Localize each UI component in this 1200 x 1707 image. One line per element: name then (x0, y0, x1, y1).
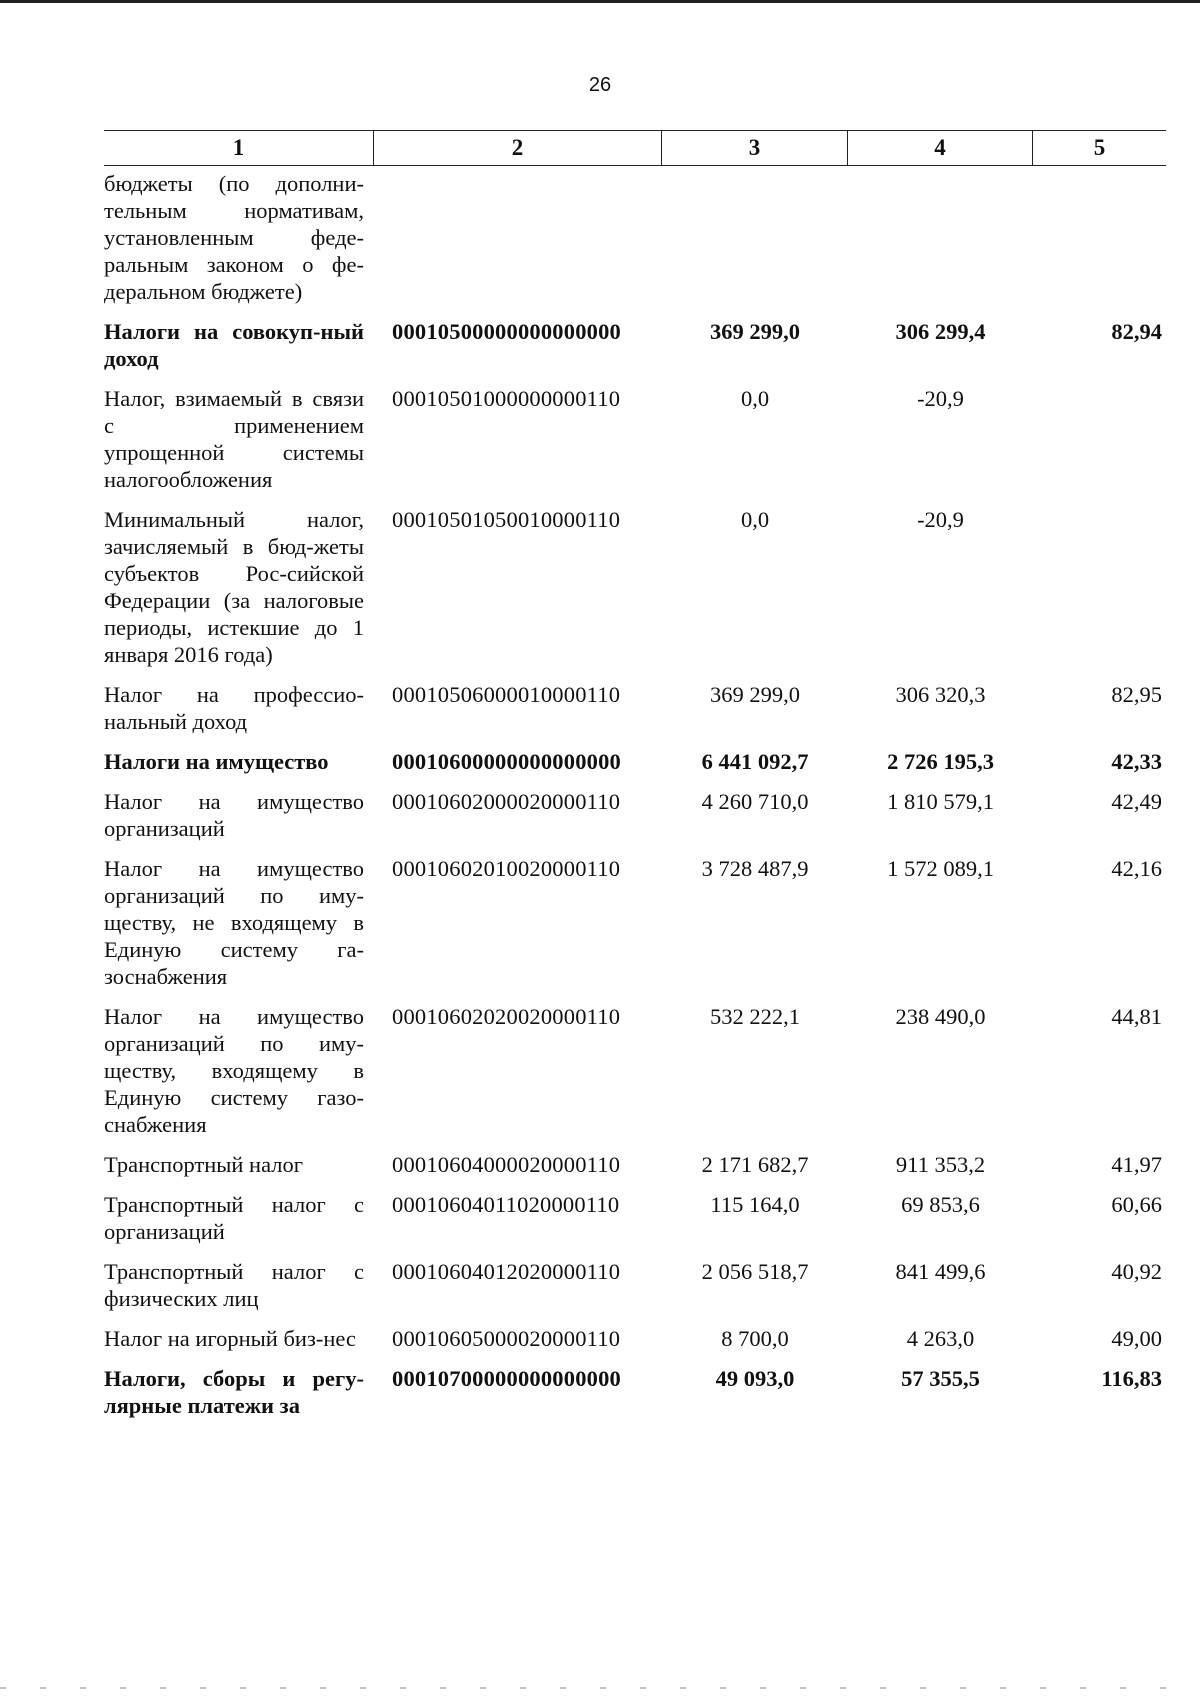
row-percent: 42,16 (1111, 856, 1162, 881)
row-percent: 116,83 (1101, 1366, 1162, 1391)
table-row (104, 506, 1166, 668)
row-percent: 41,97 (1111, 1152, 1162, 1177)
row-code: 00010604000020000110 (392, 1152, 621, 1177)
table-header (104, 130, 1166, 166)
row-code: 00010500000000000000 (392, 319, 621, 344)
row-fact: -20,9 (917, 386, 964, 411)
row-name: Налог на профессио-нальный доход (104, 682, 364, 734)
row-fact: 841 499,6 (895, 1259, 986, 1284)
row-plan: 8 700,0 (721, 1326, 789, 1351)
header-col-4: 4 (848, 131, 1033, 165)
row-plan: 49 093,0 (715, 1366, 795, 1391)
header-col-1: 1 (104, 131, 374, 165)
row-name: Налог на имущество организаций по иму-ществу, не входящему в Единую систему га-зоснабжения (104, 856, 364, 989)
row-code: 00010600000000000000 (392, 749, 621, 774)
table-row (104, 788, 1166, 842)
page-number: 26 (588, 74, 612, 96)
row-code: 00010602000020000110 (392, 789, 621, 814)
row-percent: 40,92 (1111, 1259, 1162, 1284)
row-fact: 69 853,6 (901, 1192, 980, 1217)
row-percent (1033, 170, 1166, 305)
row-plan: 0,0 (740, 507, 770, 532)
row-percent: 60,66 (1111, 1192, 1162, 1217)
row-plan: 369 299,0 (710, 319, 800, 344)
row-fact (848, 170, 1033, 305)
table-row (104, 748, 1166, 775)
row-fact: 911 353,2 (895, 1152, 986, 1177)
row-name: Налоги на совокуп-ный доход (104, 319, 364, 371)
row-fact: 306 320,3 (895, 682, 986, 707)
table-row (104, 1003, 1166, 1138)
row-code: 00010501000000000110 (392, 386, 621, 411)
row-code: 00010506000010000110 (392, 682, 621, 707)
top-border (0, 0, 1200, 3)
row-code: 00010604012020000110 (392, 1259, 621, 1284)
row-fact: 4 263,0 (906, 1326, 975, 1351)
row-code: 00010604011020000110 (392, 1192, 620, 1217)
table-row (104, 1191, 1166, 1245)
row-plan: 532 222,1 (710, 1004, 800, 1029)
row-name: Налоги на имущество (104, 749, 329, 774)
row-code: 00010602020020000110 (392, 1004, 621, 1029)
row-name: Налоги, сборы и регу-лярные платежи за (104, 1366, 364, 1418)
table-row (104, 1325, 1166, 1352)
table-row (104, 855, 1166, 990)
row-percent: 42,49 (1111, 789, 1162, 814)
row-code: 00010501050010000110 (392, 507, 621, 532)
row-fact: 57 355,5 (901, 1366, 980, 1391)
row-plan: 4 260 710,0 (701, 789, 809, 814)
scan-edge-noise (0, 1687, 1200, 1689)
row-name: бюджеты (по дополни-тельным нормативам, установленным феде-ральным законом о фе-деральном бюджете) (104, 171, 364, 304)
row-name: Налог на имущество организаций (104, 789, 364, 841)
row-name: Налог, взимаемый в связи с применением упрощенной системы налогообложения (104, 386, 364, 492)
row-percent: 82,95 (1111, 682, 1162, 707)
row-percent: 42,33 (1111, 749, 1162, 774)
budget-table (104, 130, 1166, 1419)
row-name: Транспортный налог с организаций (104, 1192, 364, 1244)
row-plan: 3 728 487,9 (701, 856, 809, 881)
row-name: Налог на имущество организаций по иму-ществу, входящему в Единую систему газо-снабжения (104, 1004, 364, 1137)
row-name: Транспортный налог с физических лиц (104, 1259, 364, 1311)
header-col-3: 3 (662, 131, 848, 165)
row-plan: 2 171 682,7 (701, 1152, 809, 1177)
row-name: Налог на игорный биз-нес (104, 1326, 356, 1351)
row-plan: 369 299,0 (710, 682, 800, 707)
row-code: 00010605000020000110 (392, 1326, 621, 1351)
table-row (104, 681, 1166, 735)
row-code: 00010700000000000000 (392, 1366, 621, 1391)
row-name: Транспортный налог (104, 1152, 303, 1177)
header-col-2: 2 (374, 131, 662, 165)
row-percent: 82,94 (1111, 319, 1162, 344)
row-percent: 44,81 (1111, 1004, 1162, 1029)
table-row (104, 318, 1166, 372)
row-plan: 2 056 518,7 (701, 1259, 809, 1284)
row-code: 00010602010020000110 (392, 856, 621, 881)
table-row (104, 385, 1166, 493)
row-percent (1033, 385, 1166, 493)
header-col-5: 5 (1093, 135, 1106, 160)
row-percent: 49,00 (1111, 1326, 1162, 1351)
row-plan (662, 170, 848, 305)
row-name: Минимальный налог, зачисляемый в бюд-жеты субъектов Рос-сийской Федерации (за налоговые периоды, истекшие до 1 января 2016 года) (104, 507, 364, 667)
table-row (104, 1258, 1166, 1312)
row-fact: 306 299,4 (895, 319, 986, 344)
row-fact: 2 726 195,3 (887, 749, 994, 774)
row-fact: 1 572 089,1 (887, 856, 994, 881)
row-plan: 6 441 092,7 (701, 749, 809, 774)
row-plan: 115 164,0 (710, 1192, 800, 1217)
table-row (104, 170, 1166, 305)
row-fact: -20,9 (917, 507, 964, 532)
row-percent (1033, 506, 1166, 668)
row-code (374, 170, 662, 305)
table-row (104, 1365, 1166, 1419)
table-row (104, 1151, 1166, 1178)
row-fact: 238 490,0 (895, 1004, 986, 1029)
row-plan: 0,0 (740, 386, 770, 411)
row-fact: 1 810 579,1 (887, 789, 994, 814)
